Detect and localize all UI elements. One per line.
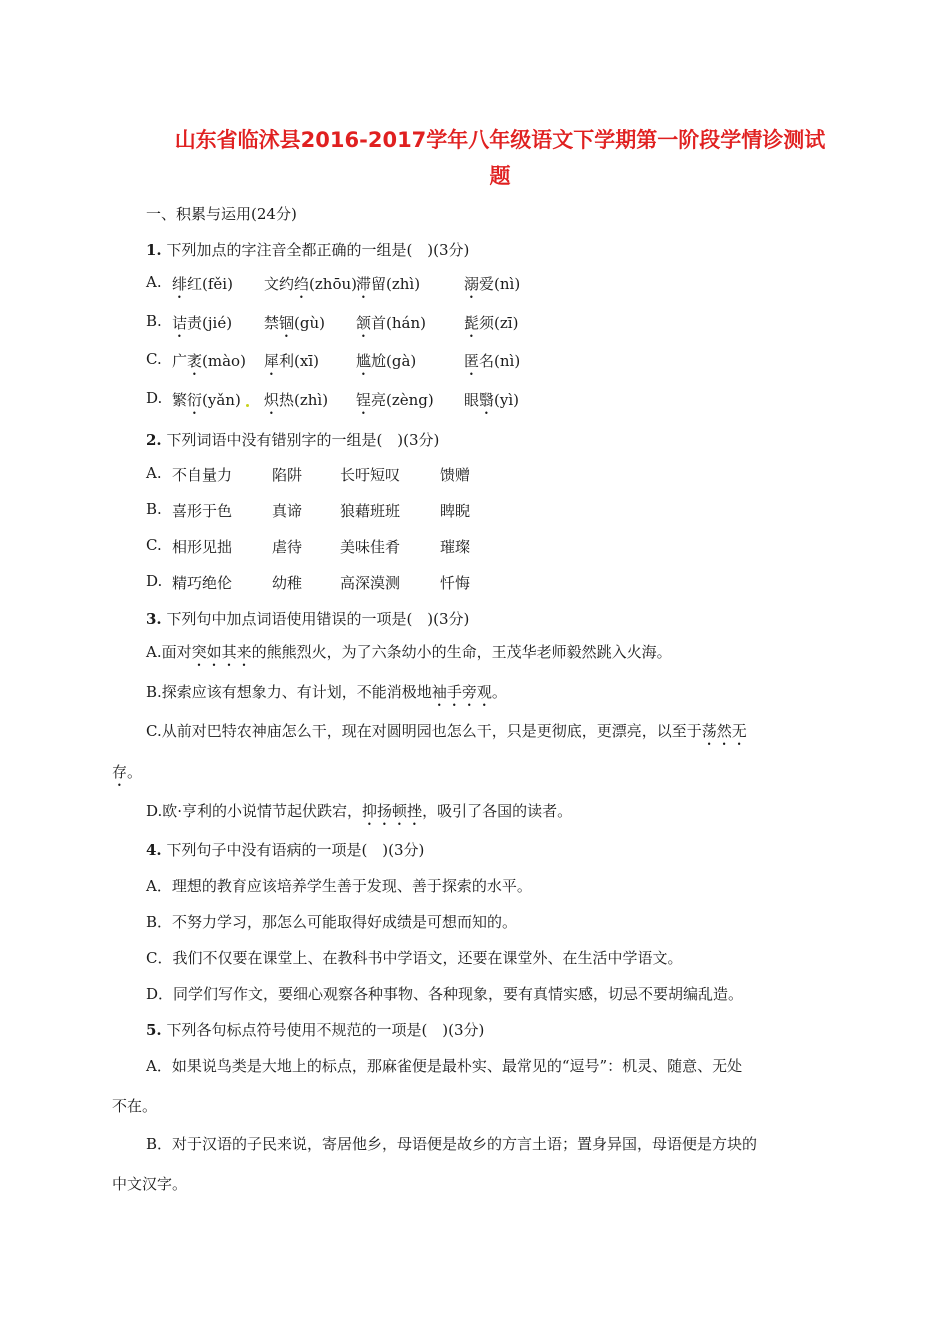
emphasized-char: 匿	[464, 352, 480, 370]
item-text: (yì)	[494, 391, 520, 409]
option-label: B.	[146, 500, 162, 518]
question-3-option-c-continued	[112, 762, 142, 790]
word-item: 喜形于色	[172, 502, 233, 520]
question-3-stem	[146, 609, 469, 629]
option-label: C.	[146, 536, 162, 554]
word-item: 璀璨	[440, 538, 471, 556]
decorative-dot	[246, 404, 249, 407]
question-text: 下列词语中没有错别字的一组是( )(3分)	[166, 431, 440, 449]
question-4-option-d: D．同学们写作文，要细心观察各种事物、各种现象，要有真情实感，切忌不要胡编乱造。	[146, 985, 744, 1003]
question-number: 4.	[146, 841, 162, 859]
item-text: 须(zī)	[479, 314, 519, 332]
item-text: 眼	[464, 391, 480, 409]
page-title-continuation: 题	[489, 164, 511, 188]
option-label: C.	[146, 350, 162, 368]
word-item: 不自量力	[172, 466, 233, 484]
word-item: 馈赠	[440, 466, 471, 484]
emphasized-char: 锢	[279, 314, 295, 332]
item-text: 热(zhì)	[279, 391, 329, 409]
word-item: 长吁短叹	[340, 466, 401, 484]
item-text: 尬(gà)	[371, 352, 417, 370]
question-number: 3.	[146, 610, 162, 628]
option-item	[356, 273, 420, 302]
item-text: (zhōu)	[309, 275, 357, 293]
item-text: 名(nì)	[479, 352, 521, 370]
item-text: 留(zhì)	[371, 275, 421, 293]
emphasized-char: 溺	[464, 275, 480, 293]
item-text: 文约	[264, 275, 295, 293]
emphasized-char: 尴	[356, 352, 372, 370]
option-text: 。	[127, 763, 143, 781]
question-text: 下列加点的字注音全都正确的一组是( )(3分)	[166, 241, 470, 259]
emphasized-char: 犀	[264, 352, 280, 370]
item-text: 爱(nì)	[479, 275, 521, 293]
word-item: 美味佳肴	[340, 538, 401, 556]
option-label: D.	[146, 572, 163, 590]
emphasized-phrase: 袖手旁观	[431, 683, 492, 701]
option-item	[172, 273, 233, 302]
word-item: 睥睨	[440, 502, 471, 520]
option-text: 。	[491, 683, 507, 701]
emphasized-phrase: 抑扬顿挫	[362, 802, 423, 820]
question-3-option-a	[146, 642, 672, 670]
question-number: 2.	[146, 431, 162, 449]
question-text: 下列各句标点符号使用不规范的一项是( )(3分)	[166, 1021, 485, 1039]
option-text: 欧·亨利的小说情节起伏跌宕，	[162, 802, 363, 820]
option-item	[264, 350, 319, 379]
emphasized-phrase: 突如其来	[191, 643, 252, 661]
option-item	[264, 273, 357, 302]
question-4-option-b: B．不努力学习，那怎么可能取得好成绩是可想而知的。	[146, 913, 518, 931]
question-3-option-d	[146, 801, 572, 829]
option-label: A.	[146, 273, 162, 291]
item-text: 利(xī)	[279, 352, 319, 370]
item-text: 亮(zèng)	[371, 391, 434, 409]
word-item: 狼藉班班	[340, 502, 401, 520]
word-item: 精巧绝伦	[172, 574, 233, 592]
option-item	[172, 350, 246, 379]
question-text: 下列句中加点词语使用错误的一项是( )(3分)	[166, 610, 470, 628]
question-3-option-b	[146, 682, 507, 710]
option-label: B.	[146, 683, 162, 701]
question-3-option-c	[146, 721, 747, 749]
word-item: 幼稚	[272, 574, 303, 592]
question-5-option-b: B．对于汉语的子民来说，寄居他乡，母语便是故乡的方言土语；置身异国，母语便是方块的	[146, 1135, 758, 1153]
question-4-option-c: C．我们不仅要在课堂上、在教科书中学语文，还要在课堂外、在生活中学语文。	[146, 949, 683, 967]
item-text: (yǎn)	[202, 391, 241, 409]
option-text: 从前对巴特农神庙怎么干，现在对圆明园也怎么干，只是更彻底，更漂亮，以至于	[161, 722, 702, 740]
option-item	[464, 389, 519, 418]
emphasized-char: 衍	[187, 391, 203, 409]
question-5-option-a-continued: 不在。	[112, 1097, 158, 1115]
option-label: C.	[146, 722, 162, 740]
item-text: 首(hán)	[371, 314, 426, 332]
emphasized-char: 滞	[356, 275, 372, 293]
question-4-option-a: A．理想的教育应该培养学生善于发现、善于探索的水平。	[146, 877, 532, 895]
word-item: 相形见拙	[172, 538, 233, 556]
question-text: 下列句子中没有语病的一项是( )(3分)	[166, 841, 425, 859]
emphasized-char: 诘	[172, 314, 188, 332]
question-5-option-b-continued: 中文汉字。	[112, 1175, 188, 1193]
word-item: 高深漠测	[340, 574, 401, 592]
emphasized-char: 绉	[294, 275, 310, 293]
option-label: A.	[146, 464, 162, 482]
emphasized-phrase: 存	[112, 763, 128, 781]
option-item	[356, 350, 416, 379]
option-label: B.	[146, 312, 162, 330]
question-1-stem	[146, 240, 469, 260]
option-text: 探索应该有想象力、有计划，不能消极地	[161, 683, 432, 701]
option-label: D.	[146, 389, 163, 407]
question-4-stem	[146, 840, 424, 860]
option-label: D.	[146, 802, 163, 820]
option-item	[356, 389, 434, 418]
emphasized-phrase: 荡然无	[701, 722, 747, 740]
page-title: 山东省临沭县2016-2017学年八年级语文下学期第一阶段学情诊测试	[174, 128, 826, 152]
emphasized-char: 翳	[479, 391, 495, 409]
option-text: 面对	[161, 643, 192, 661]
item-text: (mào)	[202, 352, 246, 370]
item-text: 红(fěi)	[187, 275, 233, 293]
item-text: 责(jié)	[187, 314, 233, 332]
emphasized-char: 炽	[264, 391, 280, 409]
emphasized-char: 颔	[356, 314, 372, 332]
option-item	[464, 312, 518, 341]
option-item	[264, 389, 328, 418]
word-item: 虐待	[272, 538, 303, 556]
item-text: 繁	[172, 391, 188, 409]
item-text: (gù)	[294, 314, 325, 332]
item-text: 广	[172, 352, 188, 370]
question-number: 5.	[146, 1021, 162, 1039]
emphasized-char: 髭	[464, 314, 480, 332]
option-text: ，吸引了各国的读者。	[422, 802, 573, 820]
emphasized-char: 绯	[172, 275, 188, 293]
option-item	[356, 312, 426, 341]
question-number: 1.	[146, 241, 162, 259]
word-item: 真谛	[272, 502, 303, 520]
question-5-option-a: A．如果说鸟类是大地上的标点，那麻雀便是最朴实、最常见的“逗号”：机灵、随意、无处	[146, 1057, 743, 1075]
option-item	[464, 350, 520, 379]
word-item: 忏悔	[440, 574, 471, 592]
word-item: 陷阱	[272, 466, 303, 484]
question-5-stem	[146, 1020, 484, 1040]
section-heading: 一、积累与运用(24分)	[146, 205, 297, 223]
emphasized-char: 锃	[356, 391, 372, 409]
item-text: 禁	[264, 314, 280, 332]
emphasized-char: 袤	[187, 352, 203, 370]
option-item	[464, 273, 520, 302]
option-text: 的熊熊烈火，为了六条幼小的生命，王茂华老师毅然跳入火海。	[251, 643, 672, 661]
option-item	[172, 312, 232, 341]
question-2-stem	[146, 430, 439, 450]
option-item	[264, 312, 325, 341]
option-item	[172, 389, 241, 418]
option-label: A.	[146, 643, 162, 661]
